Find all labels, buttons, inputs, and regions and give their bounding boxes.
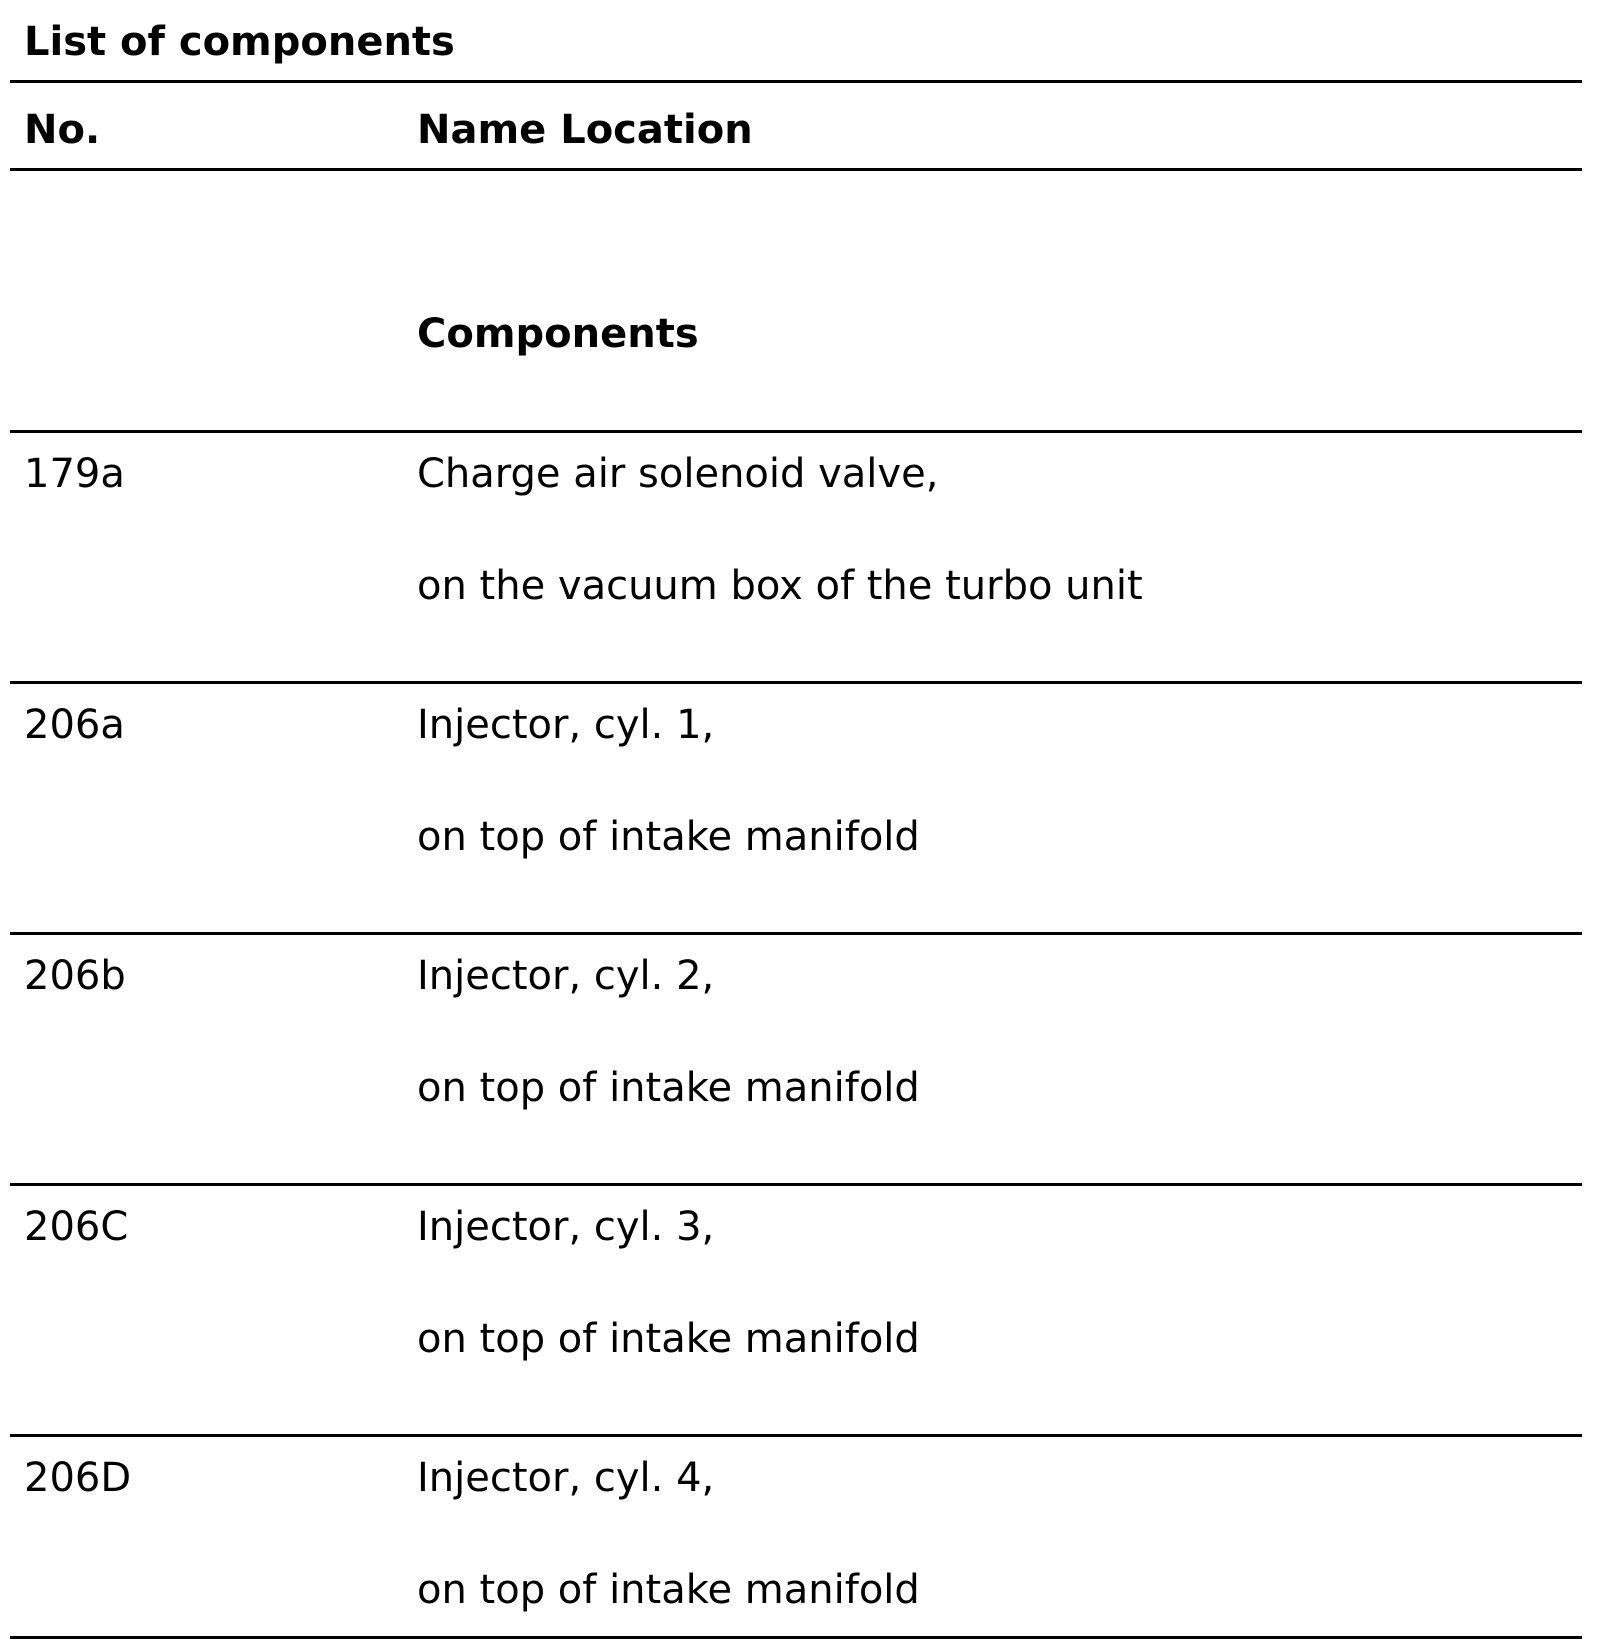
row-name: Charge air solenoid valve, <box>417 451 939 497</box>
row-divider <box>10 932 1582 935</box>
row-divider <box>10 681 1582 684</box>
document-title: List of components <box>24 19 455 65</box>
row-location: on top of intake manifold <box>417 814 920 860</box>
row-divider <box>10 1183 1582 1186</box>
row-number: 206D <box>24 1455 132 1501</box>
row-number: 206a <box>24 702 125 748</box>
table-bottom-rule <box>10 1636 1582 1639</box>
row-name: Injector, cyl. 1, <box>417 702 715 748</box>
title-divider <box>10 80 1582 83</box>
row-number: 206b <box>24 953 126 999</box>
row-location: on top of intake manifold <box>417 1567 920 1613</box>
row-name: Injector, cyl. 2, <box>417 953 715 999</box>
row-location: on top of intake manifold <box>417 1316 920 1362</box>
row-number: 179a <box>24 451 125 497</box>
header-name-location: Name Location <box>417 107 753 153</box>
row-name: Injector, cyl. 4, <box>417 1455 715 1501</box>
row-location: on top of intake manifold <box>417 1065 920 1111</box>
header-no: No. <box>24 107 101 153</box>
header-divider <box>10 168 1582 171</box>
row-number: 206C <box>24 1204 129 1250</box>
row-name: Injector, cyl. 3, <box>417 1204 715 1250</box>
row-divider <box>10 430 1582 433</box>
section-label-components: Components <box>417 311 699 357</box>
row-location: on the vacuum box of the turbo unit <box>417 563 1143 609</box>
row-divider <box>10 1434 1582 1437</box>
